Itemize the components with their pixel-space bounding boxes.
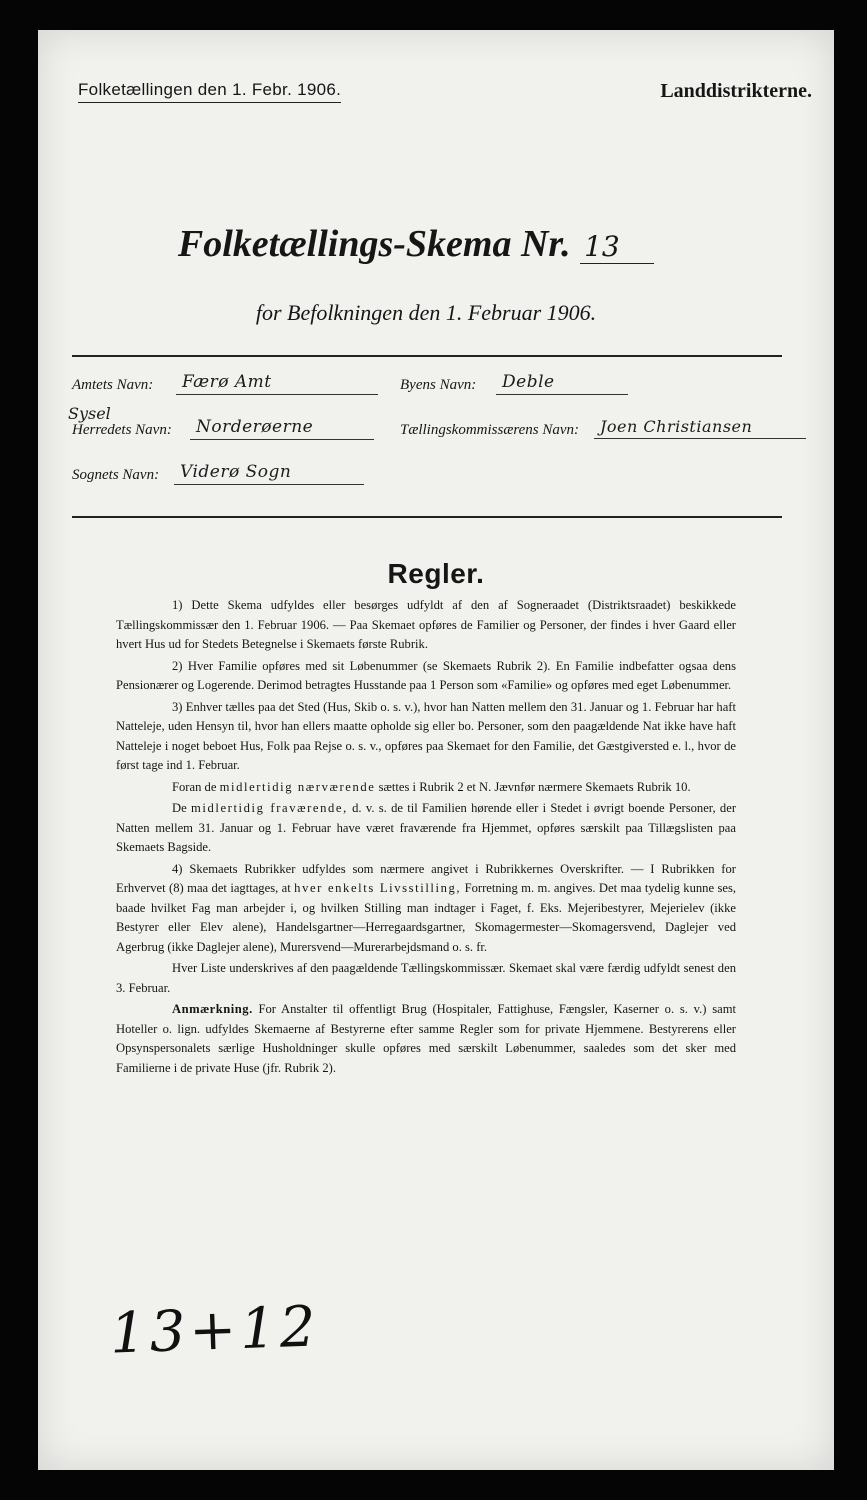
- divider-bottom: [72, 516, 782, 518]
- rule-6-text-a: 4) Skemaets Rubrikker udfyldes som nærmere angivet i Rubrikkernes Overskrifter. — I Rubrikken for Erhvervet (8) maa det iagttages, at: [116, 861, 736, 895]
- rule-5-emphasis: midlertidig fraværende,: [190, 801, 348, 815]
- rule-4-emphasis: midlertidig nærværende: [219, 779, 376, 794]
- amt-label: Amtets Navn:: [72, 377, 154, 393]
- rule-4-text-a: Foran de: [172, 779, 217, 794]
- rules-heading: Regler.: [387, 558, 485, 589]
- amt-field[interactable]: Færø Amt: [176, 372, 378, 395]
- rule-5-text-a: De: [172, 801, 187, 815]
- rule-paragraph-1: 1) Dette Skema udfyldes eller besørges udfyldt af den af Sogneraadet (Distriktsraadet) beskikkede Tællingskommissær den 1. Februar 1906. — Paa Skemaet opføres de Familier og Personer, der findes i hver Gaard eller hvert Hus ud for Stedets Betegnelse i Skemaets første Rubrik.: [116, 598, 736, 651]
- rule-4-text-c: sættes i Rubrik 2 et N. Jævnfør nærmere Skemaets Rubrik 10.: [378, 779, 691, 794]
- rule-6-emphasis: hver enkelts Livsstilling,: [294, 881, 462, 895]
- rule-note: [116, 1000, 736, 1078]
- form-title: [38, 222, 814, 266]
- form-subtitle: for Befolkningen den 1. Februar 1906.: [255, 300, 597, 325]
- kommissaer-label: Tællingskommissærens Navn:: [400, 422, 580, 438]
- handwritten-count-note: 13+12: [108, 1294, 321, 1367]
- census-form-page: [38, 30, 834, 1470]
- rule-note-label: Anmærkning.: [172, 1002, 253, 1016]
- form-title-text: Folketællings-Skema Nr.: [177, 223, 571, 265]
- rule-note-text: For Anstalter til offentligt Brug (Hospitaler, Fattighuse, Fængsler, Kaserner o. s. v.) samt Hoteller o. lign. udfyldes Skemaerne af Bestyrerne efter samme Regler som for private Hjemmene. Bestyrerens eller Opsynspersonalets særlige Husholdninger skulle opføres med særskilt Løbenummer, saaledes som det sker med Familierne i de private Huse (jfr. Rubrik 2).: [116, 1002, 736, 1075]
- rule-paragraph-2: 2) Hver Familie opføres med sit Løbenummer (se Skemaets Rubrik 2). En Familie indbefatter ogsaa dens Pensionærer og Logerende. Derimod betragtes Husstande paa 1 Person som «Familie» og opføres med eget Løbenummer.: [116, 658, 736, 692]
- rule-paragraph-4: [116, 778, 736, 798]
- divider-top: [72, 355, 782, 357]
- herred-label: Herredets Navn:: [72, 422, 172, 438]
- rule-5-text-c: d. v. s. de til Familien hørende eller i Stedet i øvrigt boende Personer, der Natten mellem 31. Januar og 1. Februar have været fraværende fra Hjemmet, opføres særskilt paa Tillægslisten paa Skemaets Bagside.: [116, 801, 737, 854]
- form-date-header: Folketællingen den 1. Febr. 1906.: [78, 80, 341, 103]
- kommissaer-field[interactable]: Joen Christiansen: [594, 417, 806, 439]
- rule-paragraph-7: Hver Liste underskrives af den paagældende Tællingskommissær. Skemaet skal være færdig udfyldt senest den 3. Februar.: [116, 961, 736, 995]
- form-number: 13: [580, 230, 654, 264]
- herred-field[interactable]: Norderøerne: [190, 417, 374, 440]
- sysel-note: Sysel: [68, 404, 111, 423]
- sogn-field[interactable]: Viderø Sogn: [174, 462, 364, 485]
- rule-paragraph-5: [116, 799, 736, 858]
- rule-6-text-c: Forretning m. m. angives. Det maa tydelig kunne ses, baade hvilket Fag man arbejder i, og hvilken Stilling man indtager i Faget, f. Eks. Mejeribestyrer, Mejerielev (ikke Bestyrer eller Elev alene), Handelsgartner—Herregaardsgartner, Skomagermester—Skomagersvend, Daglejer ved Agerbrug (ikke Daglejer alene), Murersvend—Murerarbejdsmand o. s. fr.: [116, 881, 736, 954]
- byens-field[interactable]: Deble: [496, 372, 628, 395]
- rule-paragraph-3: 3) Enhver tælles paa det Sted (Hus, Skib o. s. v.), hvor han Natten mellem den 31. Januar og 1. Februar har haft Natteleje, uden Hensyn til, hvor han ellers maatte opholde sig eller bo. Personer, som den paagældende Nat ikke have haft Natteleje i noget beboet Hus, Folk paa Rejse o. s. v., opføres paa Skemaet for den Familie, det Gæstgiversted e. l., hvor de først tage ind 1. Februar.: [116, 699, 736, 772]
- district-type-header: Landdistrikterne.: [660, 80, 812, 102]
- byens-label: Byens Navn:: [400, 377, 477, 393]
- rules-body: [116, 596, 736, 1080]
- rule-paragraph-6: [116, 860, 736, 958]
- sogn-label: Sognets Navn:: [72, 467, 160, 483]
